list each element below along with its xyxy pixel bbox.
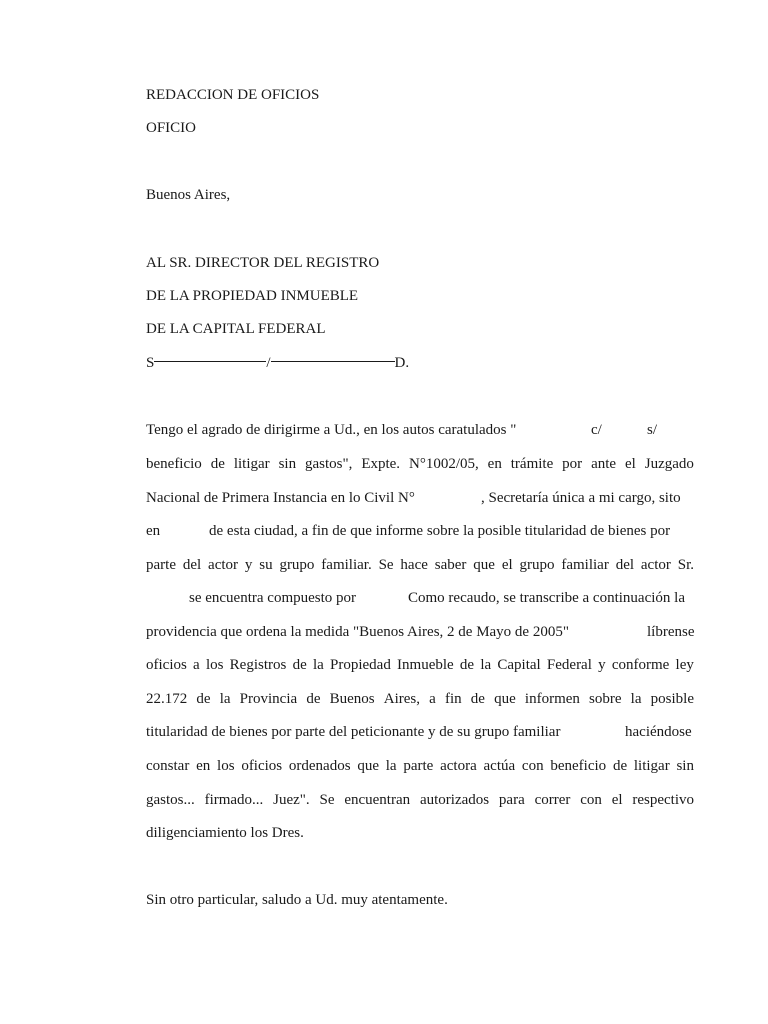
word: el xyxy=(624,456,636,472)
word: de xyxy=(306,691,321,707)
body-line-1 xyxy=(146,421,516,439)
word: trámite xyxy=(510,456,554,472)
word: a xyxy=(193,657,200,673)
body-line-1-text: Tengo el agrado de dirigirme a Ud., en los autos caratulados " xyxy=(146,422,517,438)
word: Inmueble xyxy=(397,657,454,673)
word: actúa xyxy=(483,758,516,774)
word: Propiedad xyxy=(330,657,391,673)
place-date-line: Buenos Aires, xyxy=(146,187,231,203)
addressee-line-3: DE LA CAPITAL FEDERAL xyxy=(146,321,326,337)
word: de xyxy=(470,691,485,707)
closing-line: Sin otro particular, saludo a Ud. muy atentamente. xyxy=(146,892,448,908)
body-line-5 xyxy=(146,556,694,574)
document-subtitle: OFICIO xyxy=(146,120,197,136)
word: Capital xyxy=(497,657,541,673)
word: de xyxy=(612,758,628,774)
word: ante xyxy=(591,456,617,472)
word: que xyxy=(473,557,495,573)
word: litigar xyxy=(233,456,270,472)
body-line-1-c: c/ xyxy=(591,422,602,438)
word: y xyxy=(244,557,253,573)
word: los xyxy=(205,657,224,673)
word: conforme xyxy=(611,657,670,673)
word: Registros xyxy=(229,657,287,673)
word: la xyxy=(312,657,324,673)
word: el xyxy=(501,557,513,573)
word: la xyxy=(219,691,231,707)
word: hace xyxy=(400,557,428,573)
word: ley xyxy=(675,657,694,673)
body-line-6-b: Como recaudo, se transcribe a continuación la xyxy=(408,590,685,606)
word: actor xyxy=(640,557,671,573)
word: los xyxy=(217,758,235,774)
word: que xyxy=(494,691,516,707)
word: sin xyxy=(278,456,297,472)
word: grupo xyxy=(519,557,555,573)
body-line-8 xyxy=(146,656,694,674)
word: encuentran xyxy=(344,792,411,808)
word: grupo xyxy=(279,557,315,573)
word: de xyxy=(210,456,225,472)
addressee-line-2: DE LA PROPIEDAD INMUEBLE xyxy=(146,288,359,304)
word: Expte. xyxy=(361,456,401,472)
body-line-12 xyxy=(146,791,694,809)
sd-dash-1 xyxy=(154,361,266,362)
word: oficios xyxy=(146,657,187,673)
word: de xyxy=(459,657,475,673)
word: parte xyxy=(403,758,434,774)
word: Federal xyxy=(546,657,592,673)
body-line-10-b: haciéndose xyxy=(625,724,692,740)
word: Buenos xyxy=(329,691,375,707)
word: parte xyxy=(146,557,176,573)
body-line-3-b: , Secretaría única a mi cargo, sito xyxy=(481,490,681,506)
word: a xyxy=(429,691,436,707)
word: en xyxy=(196,758,211,774)
word: de xyxy=(292,657,307,673)
word: en xyxy=(487,456,502,472)
word: con xyxy=(521,758,544,774)
body-line-13: diligenciamiento los Dres. xyxy=(146,825,304,841)
word: Juzgado xyxy=(644,456,694,472)
word: Se xyxy=(319,792,335,808)
word: 22.172 xyxy=(146,691,188,707)
word: oficios xyxy=(241,758,283,774)
word: de xyxy=(196,691,211,707)
sd-slash: / xyxy=(266,355,271,371)
word: actora xyxy=(440,758,477,774)
word: familiar. xyxy=(321,557,372,573)
word: con xyxy=(580,792,602,808)
word: del xyxy=(182,557,202,573)
word: autorizados xyxy=(419,792,490,808)
word: actor xyxy=(208,557,239,573)
word: firmado... xyxy=(204,792,264,808)
word: Juez". xyxy=(273,792,310,808)
word: sobre xyxy=(589,691,622,707)
sd-s: S xyxy=(146,355,155,371)
word: que xyxy=(357,758,379,774)
body-line-10-a: titularidad de bienes por parte del peticionante y de su grupo familiar xyxy=(146,724,561,740)
word: Sr. xyxy=(677,557,694,573)
body-line-7-a: providencia que ordena la medida "Buenos Aires, 2 de Mayo de 2005" xyxy=(146,624,569,640)
word: respectivo xyxy=(632,792,694,808)
word: su xyxy=(259,557,273,573)
word: Aires, xyxy=(383,691,421,707)
word: el xyxy=(611,792,623,808)
word: Provincia xyxy=(239,691,298,707)
word: correr xyxy=(534,792,571,808)
word: la xyxy=(385,758,397,774)
word: fin xyxy=(444,691,462,707)
word: gastos... xyxy=(146,792,195,808)
body-line-3-a: Nacional de Primera Instancia en lo Civil N° xyxy=(146,490,415,506)
word: sin xyxy=(676,758,694,774)
word: Se xyxy=(378,557,394,573)
word: saber xyxy=(434,557,467,573)
word: la xyxy=(630,691,642,707)
word: gastos", xyxy=(305,456,353,472)
word: por xyxy=(562,456,583,472)
word: constar xyxy=(146,758,190,774)
word: beneficio xyxy=(146,456,202,472)
word: ordenados xyxy=(288,758,351,774)
body-line-7-b: líbrense xyxy=(647,624,695,640)
body-line-4-b: de esta ciudad, a fin de que informe sobre la posible titularidad de bienes por xyxy=(209,523,671,539)
word: para xyxy=(498,792,525,808)
word: la xyxy=(480,657,492,673)
word: familiar xyxy=(561,557,609,573)
word: informen xyxy=(524,691,580,707)
word: posible xyxy=(650,691,694,707)
word: del xyxy=(615,557,635,573)
word: N°1002/05, xyxy=(408,456,479,472)
word: y xyxy=(598,657,606,673)
sd-dash-2 xyxy=(271,361,395,362)
sd-d: D. xyxy=(394,355,410,371)
body-line-6-a: se encuentra compuesto por xyxy=(189,590,357,606)
body-line-4-a: en xyxy=(146,523,161,539)
body-line-9 xyxy=(146,690,694,708)
document-title: REDACCION DE OFICIOS xyxy=(146,87,320,103)
body-line-1-s: s/ xyxy=(647,422,658,438)
word: beneficio xyxy=(550,758,607,774)
addressee-line-1: AL SR. DIRECTOR DEL REGISTRO xyxy=(146,255,380,271)
body-line-11 xyxy=(146,757,694,775)
word: litigar xyxy=(633,758,670,774)
body-line-2 xyxy=(146,455,694,473)
sd-line xyxy=(146,354,409,372)
